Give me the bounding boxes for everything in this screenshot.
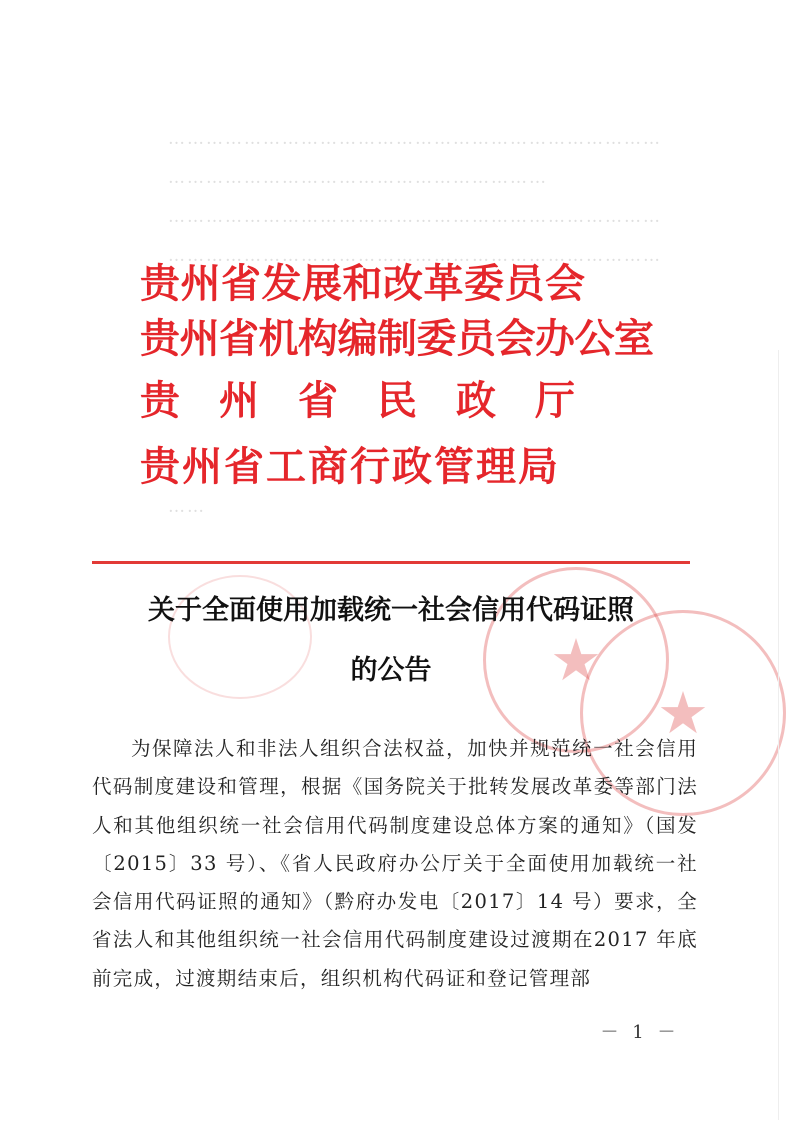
document-title-line-1: 关于全面使用加载统一社会信用代码证照 xyxy=(148,595,634,626)
bleed-through-text: …………………………………………………… xyxy=(168,168,548,188)
page-number: － 1 － xyxy=(600,1022,680,1043)
issuing-agency-1: 贵州省发展和改革委员会 xyxy=(140,260,586,307)
bleed-through-text: …………………………………………………………………… xyxy=(168,129,662,149)
seal-star-icon: ★ xyxy=(657,679,709,747)
document-body xyxy=(92,730,698,998)
issuing-agency-3: 贵州省民政厅 xyxy=(140,377,614,424)
red-divider-line xyxy=(92,561,690,564)
bleed-through-text: …………………………………………………………………… xyxy=(168,207,662,227)
issuing-agency-4: 贵州省工商行政管理局 xyxy=(140,443,560,490)
seal-star-icon: ★ xyxy=(550,626,602,694)
document-title-line-2: 的公告 xyxy=(350,655,432,686)
bleed-through-text: …… xyxy=(168,497,206,517)
body-paragraph: 为保障法人和非法人组织合法权益，加快并规范统一社会信用代码制度建设和管理，根据《国务院关于批转发展改革委等部门法人和其他组织统一社会信用代码制度建设总体方案的通知》（国发〔2015〕33 号）、《省人民政府办公厅关于全面使用加载统一社会信用代码证照的通知》（黔府办发电〔2017〕14 号）要求，全省法人和其他组织统一社会信用代码制度建设过渡期在2017 年底前完成，过渡期结束后，组织机构代码证和登记管理部 xyxy=(92,737,698,990)
bleed-through-text: …………………………………………………………………… xyxy=(168,246,662,266)
issuing-agency-2: 贵州省机构编制委员会办公室 xyxy=(140,315,654,362)
scan-edge-line xyxy=(778,350,779,1120)
